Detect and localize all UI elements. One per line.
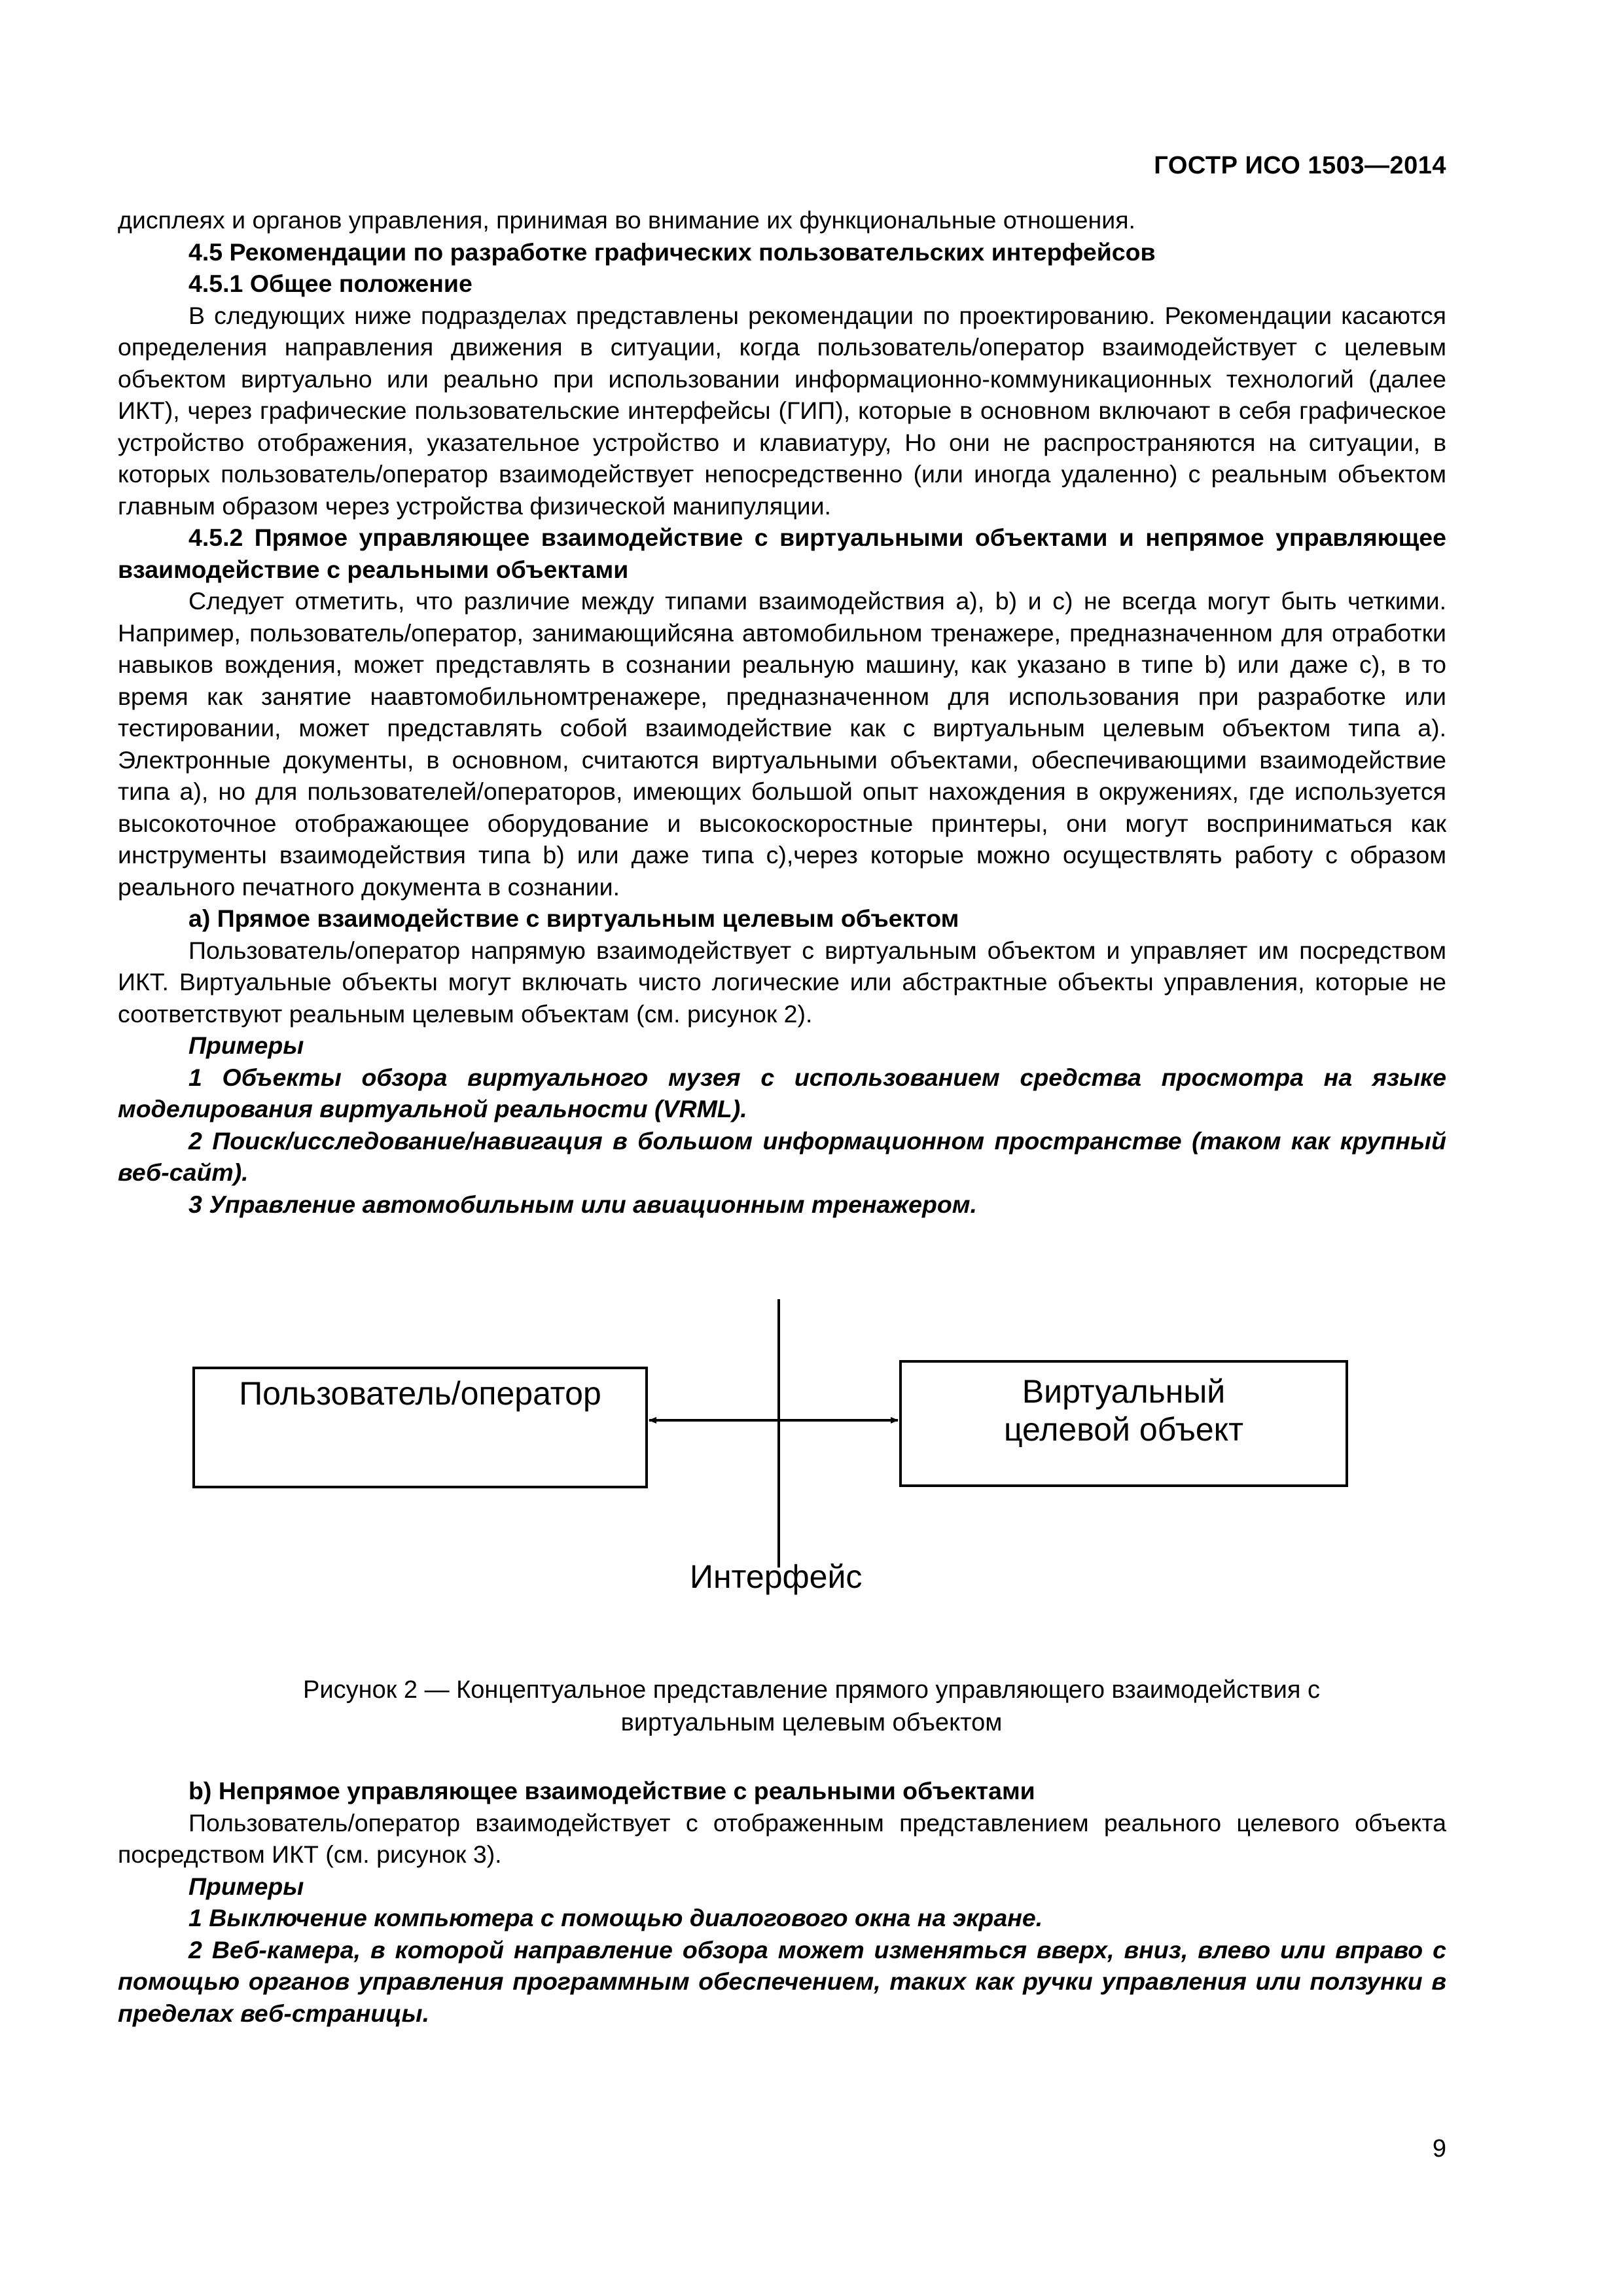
- example-a2: 2 Поиск/исследование/навигация в большом информационном пространстве (таком как крупный веб-сайт).: [118, 1126, 1446, 1186]
- example-a1: 1 Объекты обзора виртуального музея с использованием средства просмотра на языке моделирования виртуальной реальности (VRML).: [118, 1063, 1446, 1122]
- user-operator-label: Пользователь/оператор: [239, 1375, 601, 1412]
- interface-label: Интерфейс: [690, 1558, 863, 1595]
- heading-b: b) Непрямое управляющее взаимодействие с реальными объектами: [188, 1777, 1035, 1804]
- example-b1: 1 Выключение компьютера с помощью диалогового окна на экране.: [188, 1904, 1043, 1931]
- figure-caption: [164, 1674, 1459, 1739]
- caption-line1: Рисунок 2 — Концептуальное представление прямого управляющего взаимодействия с: [303, 1676, 1320, 1704]
- virtual-object-line1: Виртуальный: [1022, 1373, 1226, 1410]
- paragraph-a: Пользователь/оператор напрямую взаимодействует с виртуальным объектом и управляет им посредством ИКТ. Виртуальные объекты могут включать чисто логические или абстрактные объекты управления, которые не соответствуют реальным целевым объектам (см. рисунок 2).: [118, 936, 1446, 1028]
- paragraph-general: В следующих ниже подразделах представлены рекомендации по проектированию. Рекомендации касаются определения направления движения в ситуации, когда пользователь/оператор взаимодействует с целевым объектом виртуально или реально при использовании информационно-коммуникационных технологий (далее ИКТ), через графические пользовательские интерфейсы (ГИП), которые в основном включают в себя графическое устройство отображения, указательное устройство и клавиатуру, Но они не распространяются на ситуации, в которых пользователь/оператор взаимодействует непосредственно (или иногда удаленно) с реальным объектом главным образом через устройства физической манипуляции.: [118, 301, 1446, 520]
- virtual-object-label: [901, 1372, 1347, 1448]
- paragraph-note: Следует отметить, что различие между типами взаимодействия a), b) и c) не всегда могут быть четкими. Например, пользователь/оператор, занимающийсяна автомобильном тренажере, предназначенном для отработки навыков вождения, может представлять в сознании реальную машину, как указано в типе b) или даже c), в то время как занятие наавтомобильномтренажере, предназначенном для использования при разработке или тестировании, может представлять собой взаимодействие как с виртуальным целевым объектом типа a). Электронные документы, в основном, считаются виртуальными объектами, обеспечивающими взаимодействие типа a), но для пользователей/операторов, имеющих большой опыт нахождения в окружениях, где используется высокоточное отображающее оборудование и высокоскоростные принтеры, они могут восприниматься как инструменты взаимодействия типа b) или даже типа c),через которые можно осуществлять работу с образом реального печатного документа в сознании.: [118, 587, 1446, 901]
- examples-title-a: Примеры: [188, 1031, 304, 1059]
- paragraph-b: Пользователь/оператор взаимодействует с отображенным представлением реального целевого объекта посредством ИКТ (см. рисунок 3).: [118, 1808, 1446, 1868]
- heading-4-5-2: 4.5.2 Прямое управляющее взаимодействие с виртуальными объектами и непрямое управляющее взаимодействие с реальными объектами: [118, 524, 1446, 583]
- virtual-object-line2: целевой объект: [1003, 1411, 1243, 1448]
- section-b-text: [118, 1775, 1446, 2029]
- heading-a: a) Прямое взаимодействие с виртуальным целевым объектом: [188, 905, 959, 932]
- examples-title-b: Примеры: [188, 1872, 304, 1900]
- heading-4-5: 4.5 Рекомендации по разработке графических пользовательских интерфейсов: [188, 238, 1156, 266]
- page-number: 9: [1432, 2135, 1446, 2162]
- example-b2: 2 Веб-камера, в которой направление обзора может изменяться вверх, вниз, влево или вправо с помощью органов управления программным обеспечением, таких как ручки управления или ползунки в пределах веб-страницы.: [118, 1935, 1446, 2027]
- example-a3: 3 Управление автомобильным или авиационным тренажером.: [188, 1190, 977, 1218]
- main-text: [118, 204, 1446, 1220]
- caption-line2: виртуальным целевым объектом: [620, 1709, 1003, 1736]
- document-code: ГОСТР ИСО 1503—2014: [1154, 152, 1446, 179]
- heading-4-5-1: 4.5.1 Общее положение: [188, 270, 473, 297]
- paragraph-continuation: дисплеях и органов управления, принимая во внимание их функциональные отношения.: [118, 206, 1135, 234]
